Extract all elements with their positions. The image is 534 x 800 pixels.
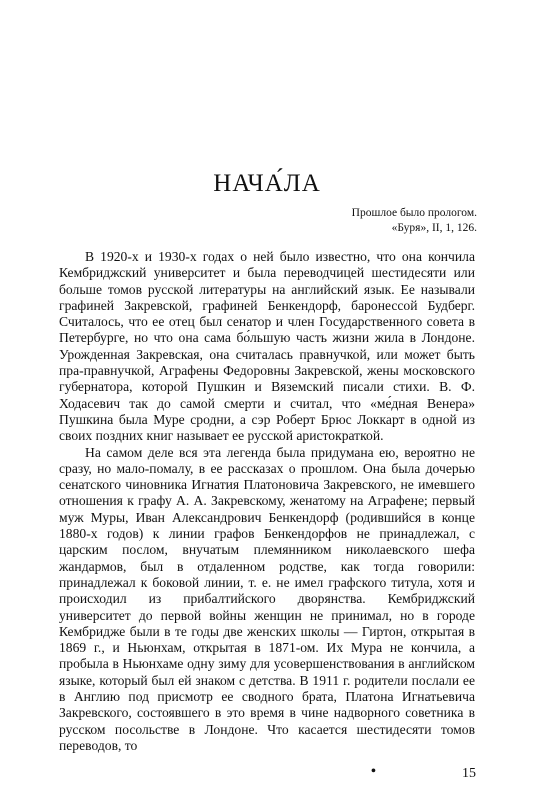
page-number: 15 [462, 766, 476, 781]
page-dot: • [371, 764, 376, 779]
epigraph-source: «Буря», II, 1, 126. [391, 222, 477, 234]
chapter-title: НАЧА́ЛА [213, 170, 321, 197]
body-text [59, 249, 475, 754]
paragraph-2: На самом деле вся эта легенда была придумана ею, вероятно не сразу, но мало-помалу, в ее рассказах о прошлом. Она была дочерью сенатского чиновника Игнатия Платоновича Закревского, не имевшего отношения к графу А. А. Закревскому, женатому на Аграфене; первый муж Муры, Иван Александрович Бенкендорф (родившийся в конце 1880-х годов) к линии графов Бенкендорфов не принадлежал, с царским послом, внучатым племянником николаевского шефа жандармов, был в отдаленном родстве, как тогда говорили: принадлежал к боковой линии, т. е. не имел графского титула, хотя и происходил из прибалтийского дворянства. Кембриджский университет до первой войны женщин не принимал, но в городе Кембридже были в те годы две женских школы — Гиртон, открытая в 1869 г., и Ньюнхам, открытая в 1871-ом. Их Мура не кончила, а пробыла в Ньюнхаме одну зиму для усовершенствования в английском языке, который был ей знаком с детства. В 1911 г. родители послали ее в Англию под присмотр ее сводного брата, Платона Игнатьевича Закревского, состоявшего в это время в чине надворного советника в русском посольстве в Лондоне. Что касается шестидесяти томов переводов, то [59, 444, 475, 753]
paragraph-1: В 1920-х и 1930-х годах о ней было известно, что она кончила Кембриджский университет и была переводчицей шестидесяти или больше томов русской литературы на английский язык. Ее называли графиней Закревской, графиней Бенкендорф, баронессой Будберг. Считалось, что ее отец был сенатор и член Государственного совета в Петербурге, но что она сама бо́льшую часть жизни жила в Лондоне. Урожденная Закревская, она считалась правнучкой, или может быть пра-правнучкой, Аграфены Федоровны Закревской, жены московского губернатора, которой Пушкин и Вяземский писали стихи. В. Ф. Ходасевич так до самой смерти и считал, что «ме́дная Венера» Пушкина была Муре сродни, а сэр Роберт Брюс Локкарт в одной из своих поздних книг называет ее русской аристократкой. [59, 249, 475, 444]
epigraph [352, 206, 477, 236]
epigraph-quote: Прошлое было прологом. [351, 207, 477, 219]
